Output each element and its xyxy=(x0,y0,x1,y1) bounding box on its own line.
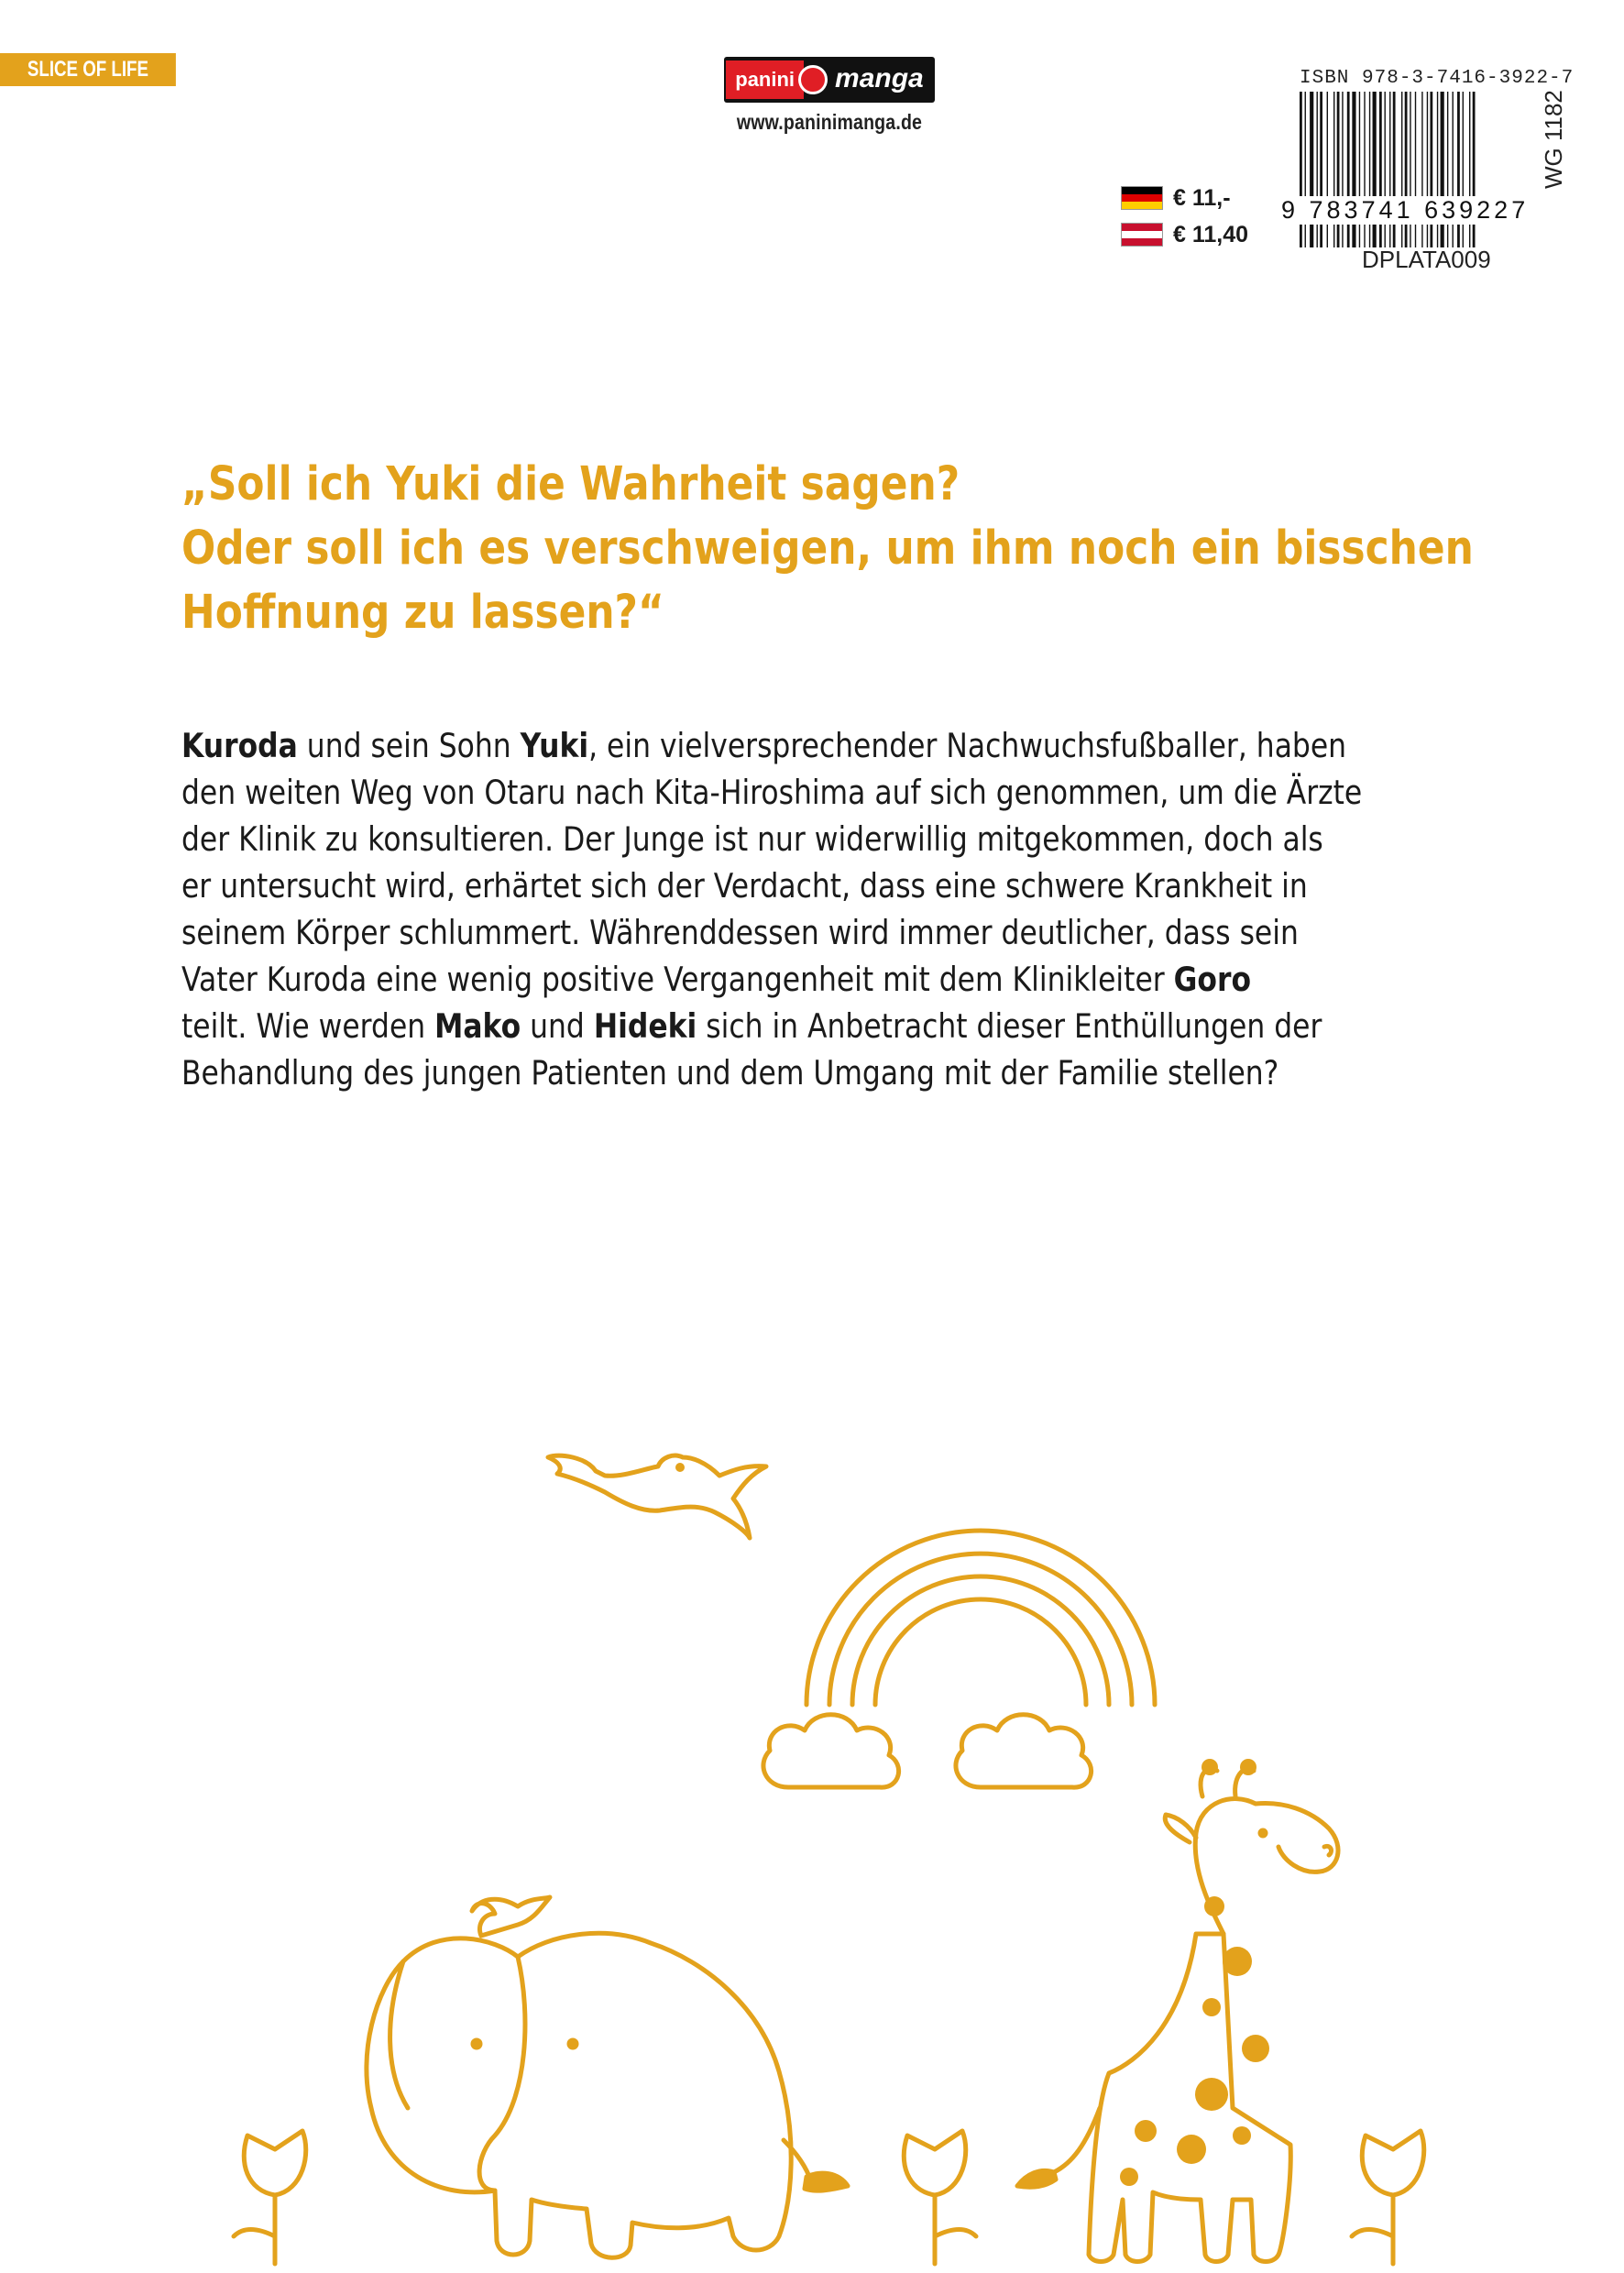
product-code: DPLATA009 xyxy=(1362,246,1491,273)
giraffe-icon xyxy=(1017,1759,1338,2262)
name-hideki: Hideki xyxy=(593,1006,697,1046)
quote-line: Oder soll ich es verschweigen, um ihm noch ein bisschen xyxy=(181,522,1474,576)
cloud-icon xyxy=(763,1715,899,1787)
price-de: € 11,- xyxy=(1173,184,1231,211)
name-kuroda: Kuroda xyxy=(181,726,298,765)
synopsis-line: seinem Körper schlummert. Währenddessen wird immer deutlicher, dass sein xyxy=(181,913,1299,952)
synopsis-line: der Klinik zu konsultieren. Der Junge ist nur widerwillig mitgekommen, doch als xyxy=(181,819,1323,859)
synopsis-line xyxy=(181,722,1498,769)
synopsis-line: er untersucht wird, erhärtet sich der Verdacht, dass eine schwere Krankheit in xyxy=(181,866,1308,906)
publisher-block xyxy=(706,57,953,135)
text-run: teilt. Wie werden xyxy=(181,1006,435,1046)
quote-line: „Soll ich Yuki die Wahrheit sagen? xyxy=(181,457,960,511)
quote-line: Hoffnung zu lassen?“ xyxy=(181,586,664,640)
logo-part-manga: manga xyxy=(822,60,933,99)
synopsis-line xyxy=(181,956,1498,1003)
price-list xyxy=(1122,180,1248,253)
synopsis-line: den weiten Weg von Otaru nach Kita-Hiroshima auf sich genommen, um die Ärzte xyxy=(181,773,1363,812)
publisher-logo xyxy=(724,57,934,103)
genre-tag: SLICE OF LIFE xyxy=(0,53,176,86)
name-yuki: Yuki xyxy=(520,726,589,765)
synopsis xyxy=(181,722,1498,1096)
logo-dot-icon xyxy=(798,65,828,94)
flag-germany-icon xyxy=(1122,187,1162,209)
pull-quote xyxy=(181,453,1482,645)
logo-part-panini: panini xyxy=(726,60,804,99)
price-row-at xyxy=(1122,216,1248,253)
text-run: und xyxy=(521,1006,594,1046)
tulip-icon xyxy=(904,2131,976,2264)
flag-austria-icon xyxy=(1122,224,1162,246)
flying-bird-icon xyxy=(548,1455,766,1538)
price-row-de xyxy=(1122,180,1248,216)
wg-code: WG 1182 xyxy=(1540,90,1567,189)
animal-illustration xyxy=(0,1375,1624,2273)
synopsis-line: Behandlung des jungen Patienten und dem Umgang mit der Familie stellen? xyxy=(181,1053,1279,1093)
text-run: sich in Anbetracht dieser Enthüllungen der xyxy=(697,1006,1322,1046)
text-run: , ein vielversprechender Nachwuchsfußballer, haben xyxy=(588,726,1347,765)
name-goro: Goro xyxy=(1173,960,1252,999)
elephant-icon xyxy=(367,1897,848,2257)
name-mako: Mako xyxy=(434,1006,521,1046)
tulip-icon xyxy=(1352,2131,1424,2264)
isbn-text: ISBN 978-3-7416-3922-7 xyxy=(1300,68,1575,89)
cloud-icon xyxy=(956,1715,1092,1787)
barcode-digits: 9 783741 639227 xyxy=(1281,196,1530,224)
publisher-url: www.paninimanga.de xyxy=(736,110,923,134)
price-at: € 11,40 xyxy=(1173,221,1249,247)
text-run: Vater Kuroda eine wenig positive Vergangenheit mit dem Klinikleiter xyxy=(181,960,1174,999)
text-run: und sein Sohn xyxy=(297,726,521,765)
tulip-icon xyxy=(234,2131,306,2264)
rainbow-icon xyxy=(807,1531,1155,1705)
synopsis-line xyxy=(181,1003,1498,1049)
